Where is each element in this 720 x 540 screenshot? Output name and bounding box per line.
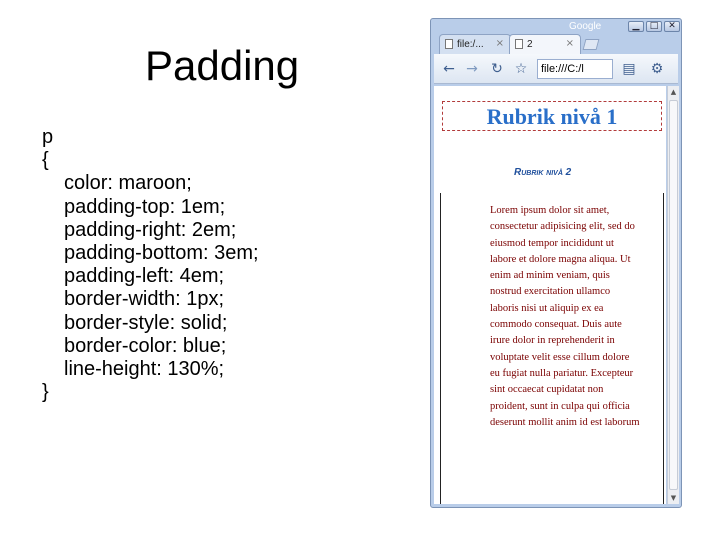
scroll-thumb[interactable]: [669, 100, 678, 490]
tab-close-icon[interactable]: ×: [565, 38, 574, 49]
forward-arrow-icon[interactable]: →: [466, 61, 478, 77]
reload-icon[interactable]: ↻: [491, 61, 503, 77]
scroll-up-icon[interactable]: ▲: [670, 88, 677, 96]
code-line: border-width: 1px;: [64, 288, 225, 311]
code-line: padding-right: 2em;: [64, 218, 237, 241]
code-line: {: [42, 149, 49, 172]
code-line: p: [42, 126, 54, 148]
browser-toolbar: [434, 54, 678, 84]
paragraph-text: Lorem ipsum dolor sit amet, consectetur adipisicing elit, sed do eiusmod tempor incididunt ut labore et dolore magna aliqua. Ut enim ad minim veniam, quis nostrud exercitation ullamco laboris nisi ut aliquip ex ea commodo consequat. Duis aute irure dolor in reprehenderit in voluptate velit esse cillum dolore eu fugiat nulla pariatur. Excepteur sint occaecat cupidatat non proident, sunt in culpa qui officia deserunt mollit anim id est laborum: [490, 205, 640, 428]
star-icon[interactable]: ☆: [514, 61, 528, 77]
back-arrow-icon[interactable]: ←: [443, 61, 455, 77]
code-line: line-height: 130%;: [64, 358, 225, 381]
css-code-block: [42, 126, 259, 404]
code-line: color: maroon;: [64, 172, 192, 195]
close-icon: ✕: [668, 21, 676, 31]
minimize-button[interactable]: [628, 21, 644, 32]
page-menu-icon[interactable]: ▤: [622, 61, 636, 77]
slide-title: Padding: [145, 42, 300, 89]
code-line: padding-bottom: 3em;: [64, 242, 259, 265]
address-bar[interactable]: [537, 59, 613, 79]
address-text: file:///C:/l: [541, 63, 584, 75]
code-line: padding-top: 1em;: [64, 195, 226, 218]
browser-window: [430, 18, 682, 508]
page-viewport: [434, 86, 666, 504]
tab-close-icon[interactable]: ×: [495, 38, 504, 49]
code-line: border-color: blue;: [64, 334, 227, 357]
maximize-button[interactable]: [646, 21, 662, 32]
browser-brand: Google: [569, 21, 602, 32]
heading-level-1: Rubrik nivå 1: [486, 104, 618, 129]
minimize-icon: ▁: [632, 21, 640, 31]
scroll-down-icon[interactable]: ▼: [670, 494, 677, 502]
heading1-box: [442, 101, 662, 131]
tab-file[interactable]: [439, 34, 511, 54]
new-tab-button[interactable]: [583, 39, 600, 50]
page-favicon-icon: [445, 39, 453, 49]
tab-label: 2: [527, 39, 533, 50]
heading-level-2: Rubrik nivå 2: [514, 167, 572, 178]
wrench-icon[interactable]: ⚙: [650, 61, 664, 77]
page-favicon-icon: [515, 39, 523, 49]
code-line: }: [42, 381, 49, 404]
code-line: border-style: solid;: [64, 311, 228, 334]
tab-label: file:/...: [457, 39, 484, 50]
close-window-button[interactable]: [664, 21, 680, 32]
code-line: padding-left: 4em;: [64, 265, 225, 288]
maximize-icon: □: [649, 21, 659, 31]
tab-active[interactable]: [509, 34, 581, 54]
vertical-scrollbar[interactable]: [667, 86, 679, 504]
